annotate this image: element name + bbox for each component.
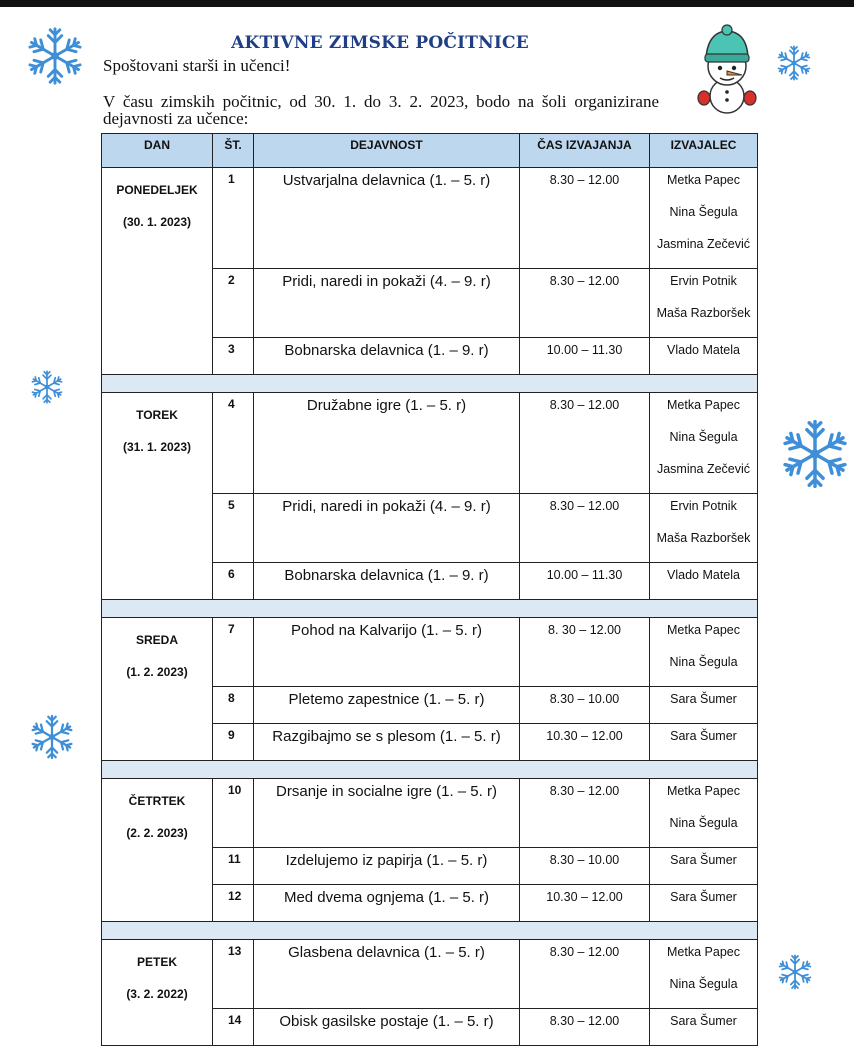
table-row: [102, 168, 758, 269]
activity-time: 8.30 – 12.00: [520, 1009, 650, 1046]
table-row: [102, 940, 758, 1009]
activity-number: 5: [213, 494, 254, 563]
separator-cell: [102, 600, 758, 618]
activity-number: 12: [213, 885, 254, 922]
day-name: TOREK: [136, 408, 178, 422]
column-header: ŠT.: [213, 134, 254, 168]
leader-name: Jasmina Zečević: [656, 462, 751, 476]
day-separator: [102, 600, 758, 618]
table-row: [102, 779, 758, 848]
day-date: (1. 2. 2023): [126, 665, 188, 679]
separator-cell: [102, 761, 758, 779]
activity-leaders: [650, 779, 758, 848]
snowflake-icon: [775, 43, 813, 83]
day-name: SREDA: [135, 633, 178, 647]
activity-leaders: [650, 687, 758, 724]
leader-name: Metka Papec: [667, 623, 740, 637]
day-cell: [102, 168, 213, 375]
activity-number: 4: [213, 393, 254, 494]
activity-number: 7: [213, 618, 254, 687]
day-cell: [102, 393, 213, 600]
activity-number: 8: [213, 687, 254, 724]
activity-time: 10.00 – 11.30: [520, 338, 650, 375]
activity-name: Glasbena delavnica (1. – 5. r): [254, 940, 520, 1009]
day-name: PONEDELJEK: [116, 183, 198, 197]
activity-number: 13: [213, 940, 254, 1009]
activity-number: 1: [213, 168, 254, 269]
activity-name: Izdelujemo iz papirja (1. – 5. r): [254, 848, 520, 885]
day-date: (3. 2. 2022): [126, 987, 188, 1001]
leader-name: Ervin Potnik: [670, 499, 737, 513]
intro-text: V času zimskih počitnic, od 30. 1. do 3. 2. 2023, bodo na šoli organizirane dejavnosti za učence:: [103, 92, 659, 128]
leader-name: Maša Razboršek: [656, 306, 751, 320]
activity-time: 10.30 – 12.00: [520, 885, 650, 922]
leader-name: Sara Šumer: [670, 692, 737, 706]
activity-time: 8.30 – 12.00: [520, 940, 650, 1009]
top-border: [0, 0, 854, 7]
activity-time: 8.30 – 10.00: [520, 687, 650, 724]
leader-name: Sara Šumer: [670, 853, 737, 867]
schedule-table: [101, 133, 758, 1046]
activity-leaders: [650, 940, 758, 1009]
activity-number: 10: [213, 779, 254, 848]
activity-number: 9: [213, 724, 254, 761]
day-separator: [102, 375, 758, 393]
leader-name: Nina Šegula: [669, 655, 738, 669]
leader-name: Sara Šumer: [670, 890, 737, 904]
snowflake-icon: [29, 368, 65, 406]
activity-time: 8.30 – 12.00: [520, 494, 650, 563]
table-header-row: [102, 134, 758, 168]
activity-leaders: [650, 269, 758, 338]
activity-number: 6: [213, 563, 254, 600]
leader-name: Metka Papec: [667, 173, 740, 187]
activity-name: Pletemo zapestnice (1. – 5. r): [254, 687, 520, 724]
activity-name: Družabne igre (1. – 5. r): [254, 393, 520, 494]
leader-name: Sara Šumer: [670, 1014, 737, 1028]
activity-name: Pridi, naredi in pokaži (4. – 9. r): [254, 269, 520, 338]
activity-name: Bobnarska delavnica (1. – 9. r): [254, 338, 520, 375]
leader-name: Vlado Matela: [667, 343, 740, 357]
activity-time: 8.30 – 12.00: [520, 779, 650, 848]
activity-time: 10.00 – 11.30: [520, 563, 650, 600]
day-cell: [102, 940, 213, 1046]
leader-name: Maša Razboršek: [656, 531, 751, 545]
activity-leaders: [650, 724, 758, 761]
leader-name: Nina Šegula: [669, 816, 738, 830]
activity-leaders: [650, 338, 758, 375]
activity-time: 10.30 – 12.00: [520, 724, 650, 761]
activity-time: 8.30 – 12.00: [520, 393, 650, 494]
column-header: ČAS IZVAJANJA: [520, 134, 650, 168]
leader-name: Ervin Potnik: [670, 274, 737, 288]
activity-time: 8.30 – 12.00: [520, 269, 650, 338]
snowflake-icon: [776, 952, 814, 992]
page-title: AKTIVNE ZIMSKE POČITNICE: [231, 33, 529, 53]
activity-leaders: [650, 848, 758, 885]
activity-number: 2: [213, 269, 254, 338]
day-date: (2. 2. 2023): [126, 826, 188, 840]
separator-cell: [102, 922, 758, 940]
day-name: ČETRTEK: [128, 794, 186, 808]
activity-time: 8.30 – 10.00: [520, 848, 650, 885]
table-row: [102, 618, 758, 687]
activity-leaders: [650, 1009, 758, 1046]
day-date: (30. 1. 2023): [122, 215, 192, 229]
activity-leaders: [650, 885, 758, 922]
leader-name: Sara Šumer: [670, 729, 737, 743]
snowflake-icon: [778, 414, 852, 494]
activity-leaders: [650, 563, 758, 600]
activity-number: 11: [213, 848, 254, 885]
greeting: Spoštovani starši in učenci!: [103, 56, 291, 75]
day-separator: [102, 761, 758, 779]
column-header: IZVAJALEC: [650, 134, 758, 168]
leader-name: Nina Šegula: [669, 977, 738, 991]
day-cell: [102, 779, 213, 922]
activity-leaders: [650, 494, 758, 563]
activity-number: 3: [213, 338, 254, 375]
activity-name: Pohod na Kalvarijo (1. – 5. r): [254, 618, 520, 687]
day-date: (31. 1. 2023): [122, 440, 192, 454]
activity-time: 8.30 – 12.00: [520, 168, 650, 269]
activity-name: Med dvema ognjema (1. – 5. r): [254, 885, 520, 922]
activity-name: Drsanje in socialne igre (1. – 5. r): [254, 779, 520, 848]
activity-number: 14: [213, 1009, 254, 1046]
column-header: DAN: [102, 134, 213, 168]
leader-name: Vlado Matela: [667, 568, 740, 582]
separator-cell: [102, 375, 758, 393]
table-row: [102, 393, 758, 494]
day-cell: [102, 618, 213, 761]
activity-name: Pridi, naredi in pokaži (4. – 9. r): [254, 494, 520, 563]
leader-name: Metka Papec: [667, 784, 740, 798]
activity-leaders: [650, 618, 758, 687]
leader-name: Jasmina Zečević: [656, 237, 751, 251]
activity-name: Bobnarska delavnica (1. – 9. r): [254, 563, 520, 600]
activity-time: 8. 30 – 12.00: [520, 618, 650, 687]
leader-name: Nina Šegula: [669, 430, 738, 444]
leader-name: Metka Papec: [667, 945, 740, 959]
snowflake-icon: [28, 711, 76, 763]
activity-leaders: [650, 168, 758, 269]
activity-name: Obisk gasilske postaje (1. – 5. r): [254, 1009, 520, 1046]
activity-leaders: [650, 393, 758, 494]
column-header: DEJAVNOST: [254, 134, 520, 168]
day-separator: [102, 922, 758, 940]
activity-name: Razgibajmo se s plesom (1. – 5. r): [254, 724, 520, 761]
leader-name: Metka Papec: [667, 398, 740, 412]
activity-name: Ustvarjalna delavnica (1. – 5. r): [254, 168, 520, 269]
day-name: PETEK: [136, 955, 177, 969]
leader-name: Nina Šegula: [669, 205, 738, 219]
